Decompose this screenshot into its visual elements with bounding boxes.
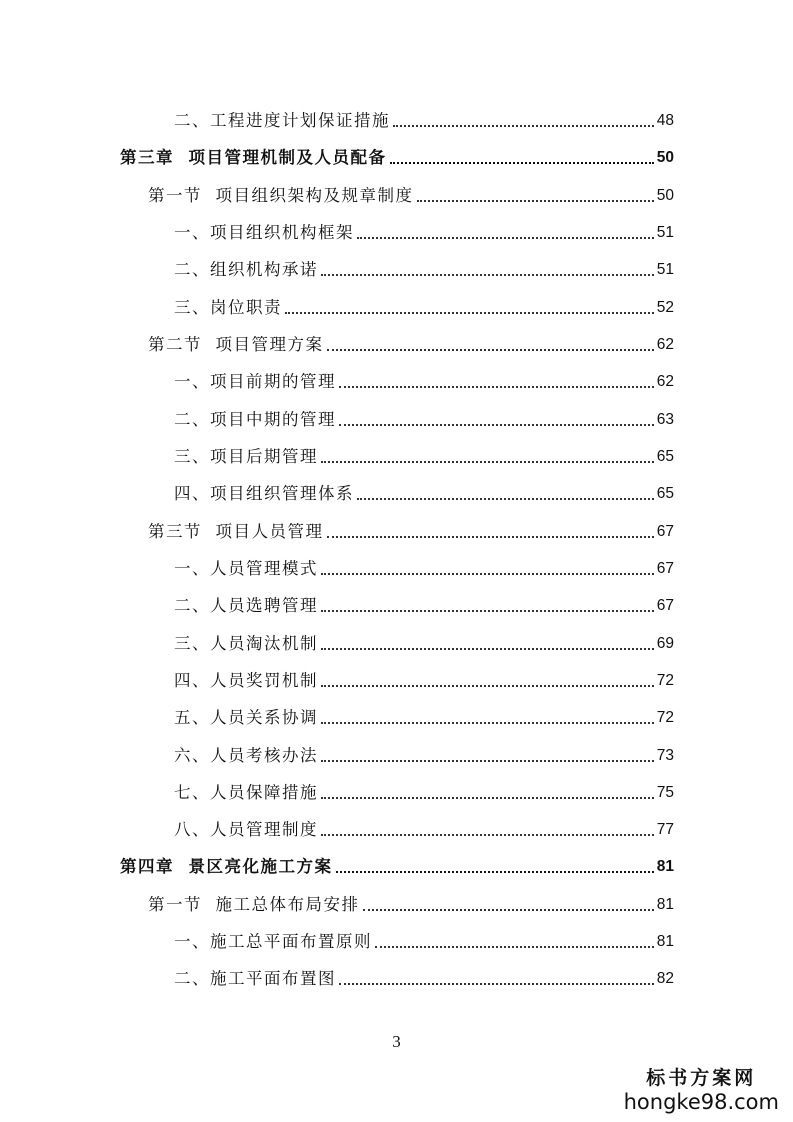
dot-leader — [285, 311, 654, 314]
toc-entry[interactable] — [174, 703, 674, 729]
toc-entry[interactable] — [174, 815, 674, 841]
toc-entry-page: 75 — [656, 784, 674, 801]
dot-leader — [321, 833, 654, 836]
dot-leader — [321, 647, 654, 650]
toc-entry-page: 69 — [656, 635, 674, 652]
dot-leader — [375, 945, 654, 948]
toc-section-entry[interactable] — [148, 330, 674, 356]
toc-entry-page: 72 — [656, 672, 674, 689]
toc-entry-label: 五、人员关系协调 — [174, 708, 318, 727]
toc-entry[interactable] — [174, 927, 674, 953]
toc-entry-label: 七、人员保障措施 — [174, 783, 318, 802]
dot-leader — [321, 684, 654, 687]
toc-entry-label: 三、人员淘汰机制 — [174, 634, 318, 653]
dot-leader — [363, 908, 654, 911]
dot-leader — [327, 348, 654, 351]
toc-entry-page: 67 — [656, 597, 674, 614]
toc-entry[interactable] — [174, 442, 674, 468]
toc-entry-label: 八、人员管理制度 — [174, 820, 318, 839]
toc-section-entry[interactable] — [148, 517, 674, 543]
toc-section-entry[interactable] — [148, 181, 674, 207]
toc-entry-label: 六、人员考核办法 — [174, 746, 318, 765]
toc-entry-page: 82 — [656, 970, 674, 987]
toc-entry-label: 第四章 景区亮化施工方案 — [120, 857, 333, 876]
dot-leader — [339, 423, 654, 426]
toc-entry-label: 三、岗位职责 — [174, 298, 282, 317]
dot-leader — [357, 497, 654, 500]
toc-section-entry[interactable] — [148, 890, 674, 916]
toc-entry-page: 81 — [656, 933, 674, 950]
dot-leader — [339, 385, 654, 388]
toc-entry[interactable] — [174, 255, 674, 281]
toc-entry[interactable] — [174, 591, 674, 617]
toc-entry-label: 一、施工总平面布置原则 — [174, 932, 372, 951]
dot-leader — [417, 199, 654, 202]
dot-leader — [321, 572, 654, 575]
toc-chapter-entry[interactable] — [120, 143, 674, 169]
toc-entry-label: 二、组织机构承诺 — [174, 260, 318, 279]
toc-entry-label: 二、施工平面布置图 — [174, 969, 336, 988]
toc-entry-page: 67 — [656, 560, 674, 577]
toc-entry-page: 65 — [656, 485, 674, 502]
toc-entry-page: 50 — [656, 149, 674, 166]
toc-entry-page: 81 — [656, 858, 674, 875]
toc-entry-label: 第二节 项目管理方案 — [148, 335, 324, 354]
toc-entry-page: 50 — [656, 187, 674, 204]
toc-entry[interactable] — [174, 629, 674, 655]
toc-entry[interactable] — [174, 218, 674, 244]
toc-entry-page: 48 — [656, 112, 674, 129]
toc-entry-label: 第三节 项目人员管理 — [148, 522, 324, 541]
toc-entry[interactable] — [174, 106, 674, 132]
toc-entry-page: 73 — [656, 747, 674, 764]
toc-entry-page: 62 — [656, 336, 674, 353]
toc-entry-label: 第一节 项目组织架构及规章制度 — [148, 186, 414, 205]
toc-entry[interactable] — [174, 479, 674, 505]
toc-entry-page: 52 — [656, 299, 674, 316]
toc-chapter-entry[interactable] — [120, 852, 674, 878]
watermark-url: hongke98.com — [623, 1090, 779, 1114]
page-number: 3 — [392, 1032, 401, 1051]
toc-entry[interactable] — [174, 666, 674, 692]
toc-entry-label: 第一节 施工总体布局安排 — [148, 895, 360, 914]
toc-entry-page: 51 — [656, 261, 674, 278]
toc-entry[interactable] — [174, 367, 674, 393]
dot-leader — [336, 870, 654, 873]
dot-leader — [327, 535, 654, 538]
toc-entry-page: 77 — [656, 821, 674, 838]
toc-entry-label: 二、人员选聘管理 — [174, 596, 318, 615]
dot-leader — [339, 982, 654, 985]
dot-leader — [357, 236, 654, 239]
toc-entry-label: 第三章 项目管理机制及人员配备 — [120, 148, 387, 167]
dot-leader — [321, 796, 654, 799]
toc-entry-label: 一、人员管理模式 — [174, 559, 318, 578]
dot-leader — [393, 124, 654, 127]
toc-entry[interactable] — [174, 293, 674, 319]
toc-entry[interactable] — [174, 554, 674, 580]
watermark-name: 标书方案网 — [646, 1067, 757, 1089]
toc-entry-label: 四、人员奖罚机制 — [174, 671, 318, 690]
dot-leader — [321, 721, 654, 724]
toc-entry-page: 51 — [656, 224, 674, 241]
toc-entry-label: 三、项目后期管理 — [174, 447, 318, 466]
toc-entry-label: 二、工程进度计划保证措施 — [174, 111, 390, 130]
dot-leader — [321, 273, 654, 276]
toc-entry-label: 一、项目组织机构框架 — [174, 223, 354, 242]
toc-entry[interactable] — [174, 964, 674, 990]
dot-leader — [321, 460, 654, 463]
toc-entry-page: 67 — [656, 523, 674, 540]
toc-entry-page: 62 — [656, 373, 674, 390]
toc-entry-label: 一、项目前期的管理 — [174, 372, 336, 391]
dot-leader — [390, 161, 654, 164]
toc-entry-label: 二、项目中期的管理 — [174, 410, 336, 429]
toc-entry[interactable] — [174, 741, 674, 767]
toc-entry-page: 65 — [656, 448, 674, 465]
toc-entry[interactable] — [174, 778, 674, 804]
toc-entry-label: 四、项目组织管理体系 — [174, 484, 354, 503]
toc-entry-page: 72 — [656, 709, 674, 726]
dot-leader — [321, 609, 654, 612]
toc-entry[interactable] — [174, 405, 674, 431]
dot-leader — [321, 759, 654, 762]
toc-entry-page: 81 — [656, 896, 674, 913]
toc-entry-page: 63 — [656, 411, 674, 428]
site-watermark — [624, 1063, 779, 1114]
